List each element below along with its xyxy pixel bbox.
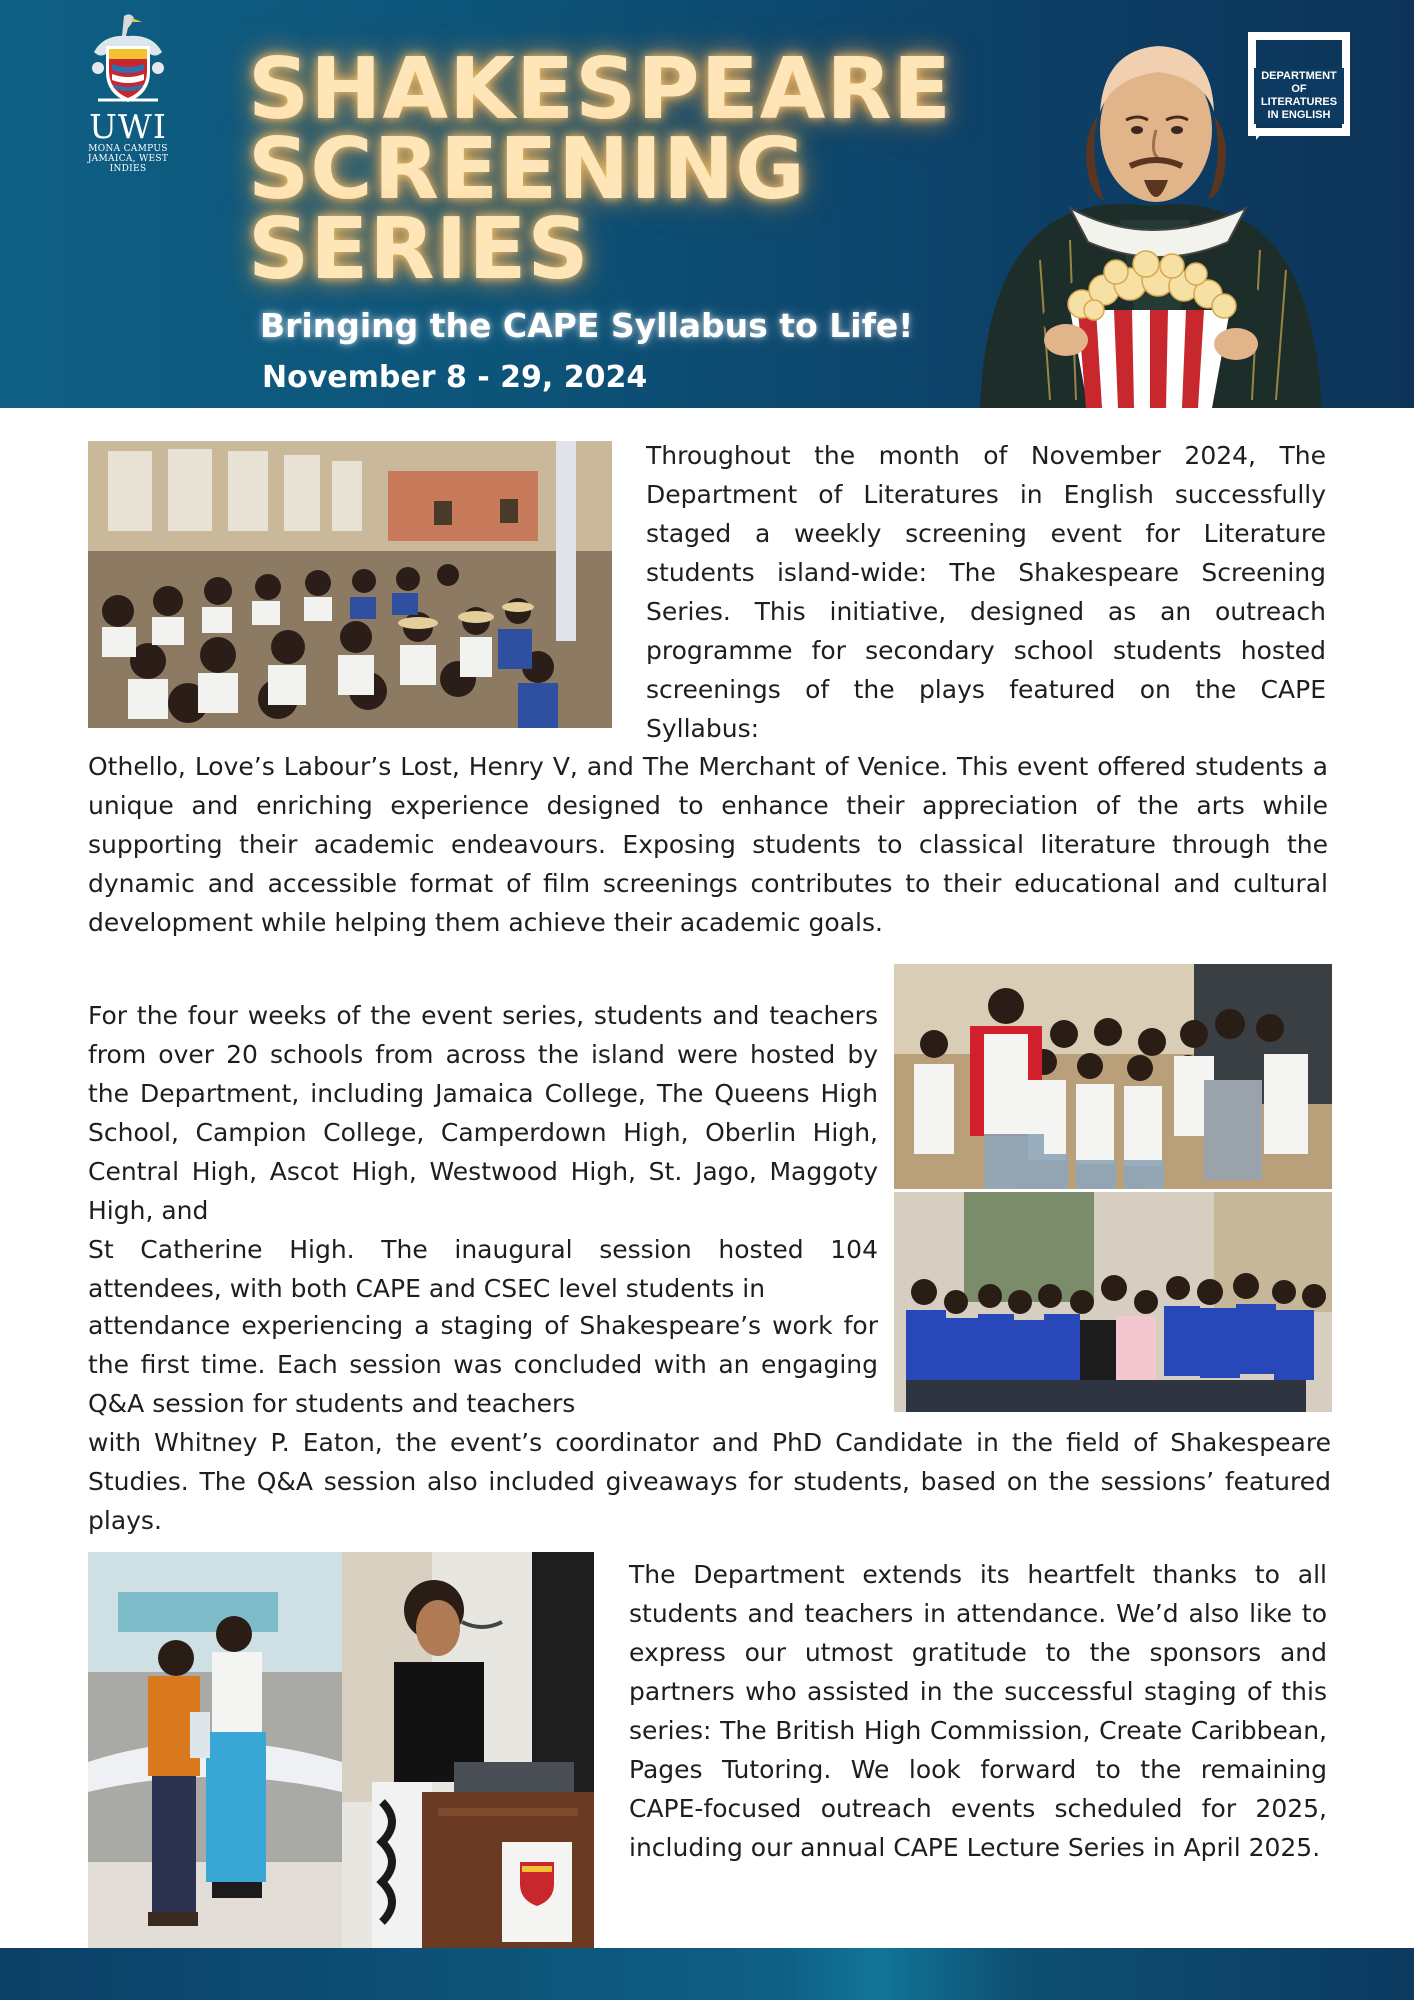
paragraph-2-schools: For the four weeks of the event series, students and teachers from over 20 schools from across the island were hosted by the Department, including Jamaica College, The Queens High School, Campion College, Camperdown High, Oberlin High, Central High, Ascot High, Westwood High, St. Jago, Maggoty High, and [88,1001,878,1225]
department-logo [1248,32,1350,158]
title-line-2: SCREENING [248,120,806,219]
paragraph-2-qa: attendance experiencing a staging of Shakespeare’s work for the first time. Each session was concluded with an engaging Q&A session for students and teachers [88,1311,878,1418]
uwi-logo-location: JAMAICA, WEST INDIES [87,154,169,174]
header-banner [0,0,1414,408]
department-logo-tail [1256,128,1266,140]
footer-band [0,1948,1414,2000]
photo-giveaway [88,1552,342,1948]
paragraph-1-continued: Othello, Love’s Labour’s Lost, Henry V, and The Merchant of Venice. This event offered students a unique and enriching experience designed to enhance their appreciation of the arts while supporting their academic endeavours. Exposing students to classical literature through the dynamic and accessible format of film screenings contributes to their educational and cultural development while helping them achieve their academic goals. [88,752,1328,937]
paragraph-1-intro: Throughout the month of November 2024, The Department of Literatures in English successfully staged a weekly screening event for Literature students island-wide: The Shakespeare Screening Series. This initiative, designed as an outreach programme for secondary school students hosted screenings of the plays featured on the CAPE Syllabus: [646,441,1326,743]
page-title [248,40,952,299]
paragraph-3-thanks: The Department extends its heartfelt thanks to all students and teachers in attendance. We’d also like to express our utmost gratitude to the sponsors and partners who assisted in the successful staging of this series: The British High Commission, Create Caribbean, Pages Tutoring. We look forward to the remaining CAPE-focused outreach events scheduled for 2025, including our annual CAPE Lecture Series in April 2025. [629,1560,1327,1862]
photo-audience [88,441,612,728]
uwi-logo [72,12,184,172]
photo-students-group-2 [894,1192,1332,1412]
photo-speaker [342,1552,594,1948]
uwi-logo-campus: MONA CAMPUS [88,144,168,154]
title-line-3: SERIES [248,200,590,299]
photo-students-group-1 [894,964,1332,1189]
uwi-logo-text: UWI [89,107,167,146]
event-dates: November 8 - 29, 2024 [262,360,648,395]
title-line-1: SHAKESPEARE [248,40,952,139]
paragraph-2-inaugural: St Catherine High. The inaugural session hosted 104 attendees, with both CAPE and CSEC level students in [88,1235,878,1303]
department-logo-text: DEPARTMENT OF LITERATURES IN ENGLISH [1254,68,1344,124]
tagline: Bringing the CAPE Syllabus to Life! [260,306,914,345]
uwi-crest-icon [88,12,168,108]
paragraph-2-coordinator: with Whitney P. Eaton, the event’s coordinator and PhD Candidate in the field of Shakespeare Studies. The Q&A session also included giveaways for students, based on the sessions’ featured plays. [88,1428,1331,1535]
